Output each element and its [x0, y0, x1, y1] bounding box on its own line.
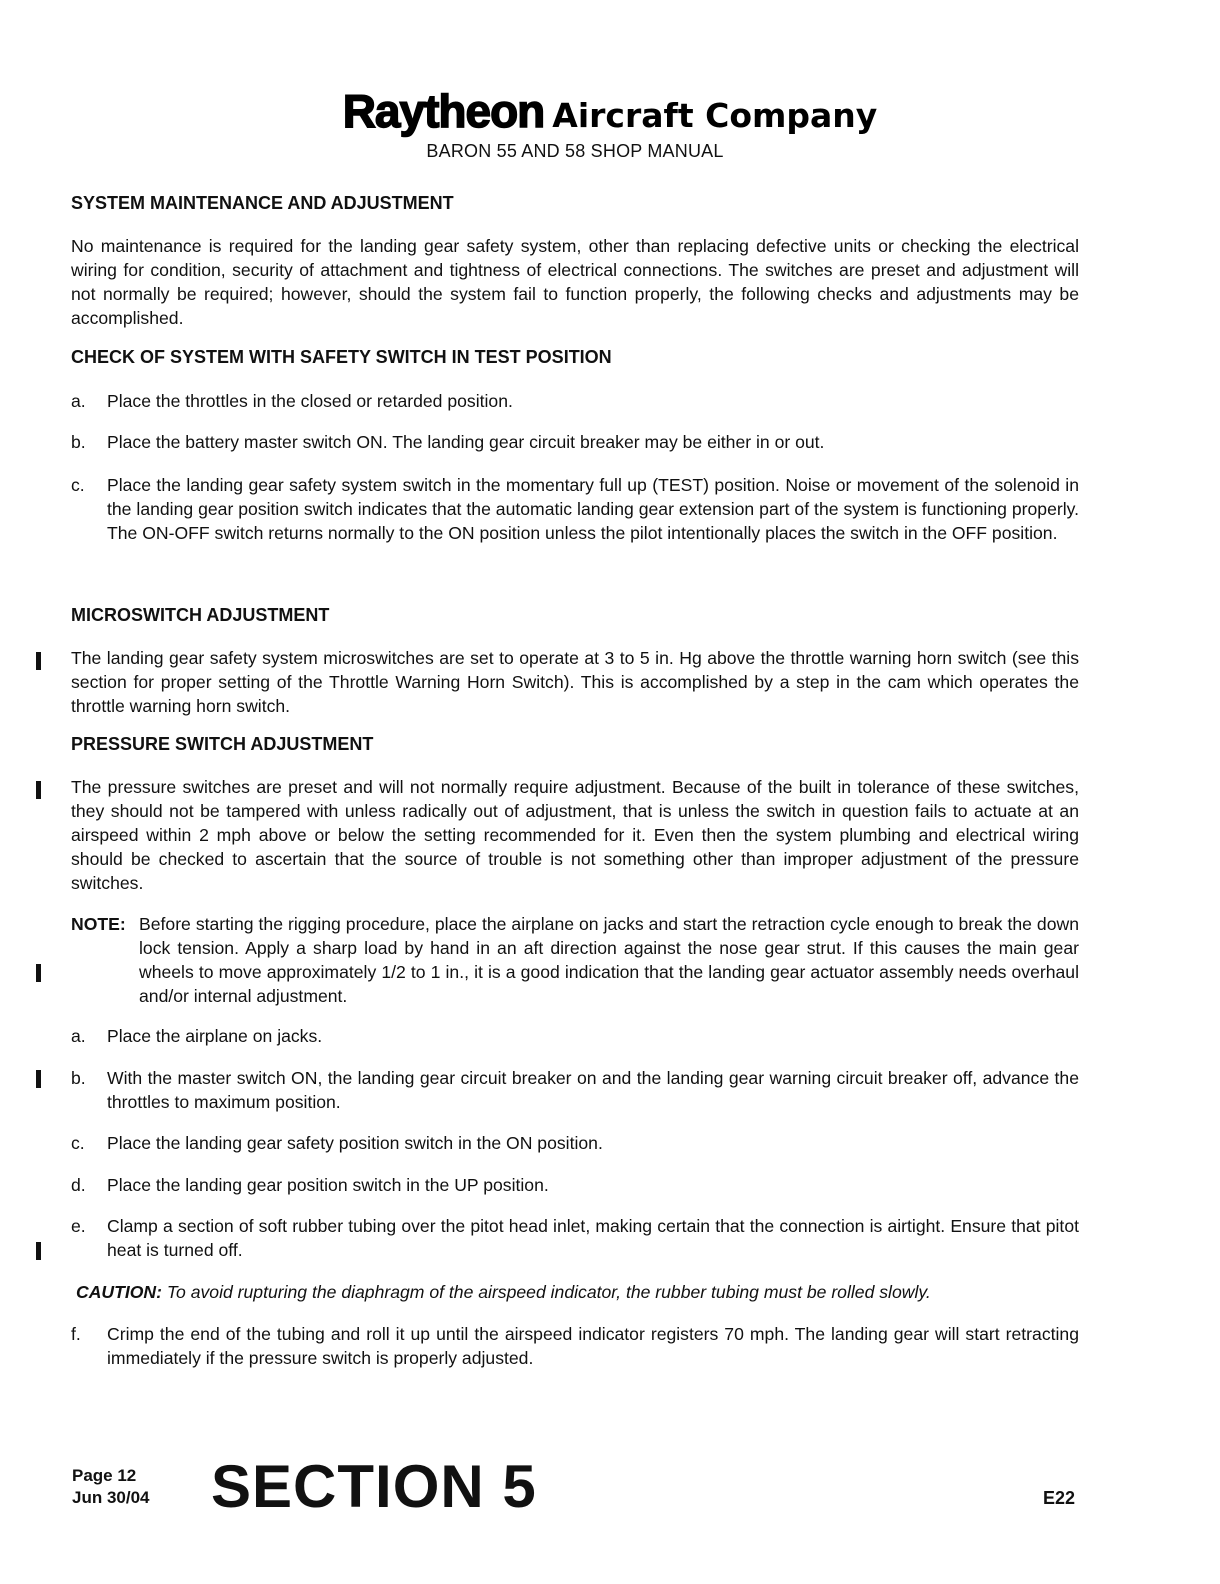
- caution-label: CAUTION:: [76, 1282, 163, 1302]
- list-letter: a.: [71, 1026, 86, 1046]
- company-logo: [0, 84, 1220, 138]
- logo-brand: Raytheon: [342, 85, 545, 137]
- list-text: Place the airplane on jacks.: [107, 1026, 323, 1046]
- list-text: Place the landing gear position switch in the UP position.: [107, 1175, 549, 1195]
- pressure-paragraph: [71, 775, 1079, 895]
- microswitch-body: The landing gear safety system microswitches are set to operate at 3 to 5 in. Hg above the throttle warning horn switch (see this section for proper setting of the Throttle Warning Horn Switch). This is accomplished by a step in the cam which operates the throttle warning horn switch.: [71, 648, 1079, 716]
- list-item: [71, 1066, 1079, 1114]
- list-text: Place the battery master switch ON. The landing gear circuit breaker may be either in or out.: [107, 432, 825, 452]
- caution-block: [76, 1280, 1079, 1304]
- page-number: Page 12: [72, 1466, 137, 1485]
- list-item: [71, 430, 1079, 454]
- pressure-body: The pressure switches are preset and will not normally require adjustment. Because of the built in tolerance of these switches, they should not be tampered with unless radically out of adjustment, that is unless the switch in question fails to actuate at an airspeed within 2 mph above or below the setting recommended for it. Even then the system plumbing and electrical wiring should be checked to ascertain that the source of trouble is not something other than improper adjustment of the pressure switches.: [71, 777, 1079, 893]
- change-bar: [36, 1242, 41, 1260]
- list-item: [71, 1214, 1079, 1262]
- note-text: Before starting the rigging procedure, place the airplane on jacks and start the retraction cycle enough to break the down lock tension. Apply a sharp load by hand in an aft direction against the nose gear strut. If this causes the main gear wheels to move approximately 1/2 to 1 in., it is a good indication that the landing gear actuator assembly needs overhaul and/or internal adjustment.: [139, 914, 1079, 1006]
- heading-microswitch: MICROSWITCH ADJUSTMENT: [71, 605, 330, 625]
- list-item: [71, 1173, 1079, 1197]
- microswitch-paragraph: [71, 646, 1079, 718]
- note-label: NOTE:: [71, 914, 126, 934]
- footer-page-info: [72, 1465, 150, 1509]
- list-text: Clamp a section of soft rubber tubing over the pitot head inlet, making certain that the connection is airtight. Ensure that pitot heat is turned off.: [107, 1216, 1079, 1260]
- maintenance-paragraph: [71, 234, 1079, 330]
- change-bar: [36, 964, 41, 982]
- list-item: [71, 1131, 1079, 1155]
- change-bar: [36, 1070, 41, 1088]
- list-letter: a.: [71, 391, 86, 411]
- list-letter: c.: [71, 1133, 85, 1153]
- list-letter: f.: [71, 1324, 81, 1344]
- section-title: SECTION 5: [211, 1453, 537, 1520]
- list-text: Place the throttles in the closed or retarded position.: [107, 391, 513, 411]
- logo-company: Aircraft Company: [552, 96, 878, 135]
- caution-text: To avoid rupturing the diaphragm of the airspeed indicator, the rubber tubing must be rolled slowly.: [166, 1282, 931, 1302]
- list-letter: e.: [71, 1216, 86, 1236]
- list-item: [71, 389, 1079, 413]
- list-letter: d.: [71, 1175, 86, 1195]
- list-text: Place the landing gear safety position switch in the ON position.: [107, 1133, 603, 1153]
- list-item: [71, 1322, 1079, 1370]
- change-bar: [36, 652, 41, 670]
- list-text: With the master switch ON, the landing gear circuit breaker on and the landing gear warning circuit breaker off, advance the throttles to maximum position.: [107, 1068, 1079, 1112]
- heading-pressure: PRESSURE SWITCH ADJUSTMENT: [71, 734, 374, 754]
- maintenance-body: No maintenance is required for the landing gear safety system, other than replacing defective units or checking the electrical wiring for condition, security of attachment and tightness of electrical connections. The switches are preset and adjustment will not normally be required; however, should the system fail to function properly, the following checks and adjustments may be accomplished.: [71, 236, 1079, 328]
- revision-date: Jun 30/04: [72, 1488, 150, 1507]
- list-letter: c.: [71, 475, 85, 495]
- heading-check: CHECK OF SYSTEM WITH SAFETY SWITCH IN TEST POSITION: [71, 347, 612, 367]
- manual-title: BARON 55 AND 58 SHOP MANUAL: [426, 141, 724, 161]
- document-code: E22: [1043, 1488, 1076, 1508]
- heading-maintenance: SYSTEM MAINTENANCE AND ADJUSTMENT: [71, 193, 454, 213]
- list-text: Crimp the end of the tubing and roll it up until the airspeed indicator registers 70 mph. The landing gear will start retracting immediately if the pressure switch is properly adjusted.: [107, 1324, 1079, 1368]
- note-block: [71, 912, 1079, 1008]
- list-text: Place the landing gear safety system switch in the momentary full up (TEST) position. Noise or movement of the solenoid in the landing gear position switch indicates that the automatic landing gear extension part of the system is functioning properly. The ON-OFF switch returns normally to the ON position unless the pilot intentionally places the switch in the OFF position.: [107, 475, 1079, 543]
- list-item: [71, 1024, 1079, 1048]
- list-letter: b.: [71, 1068, 86, 1088]
- change-bar: [36, 781, 41, 799]
- list-item: [71, 473, 1079, 545]
- list-letter: b.: [71, 432, 86, 452]
